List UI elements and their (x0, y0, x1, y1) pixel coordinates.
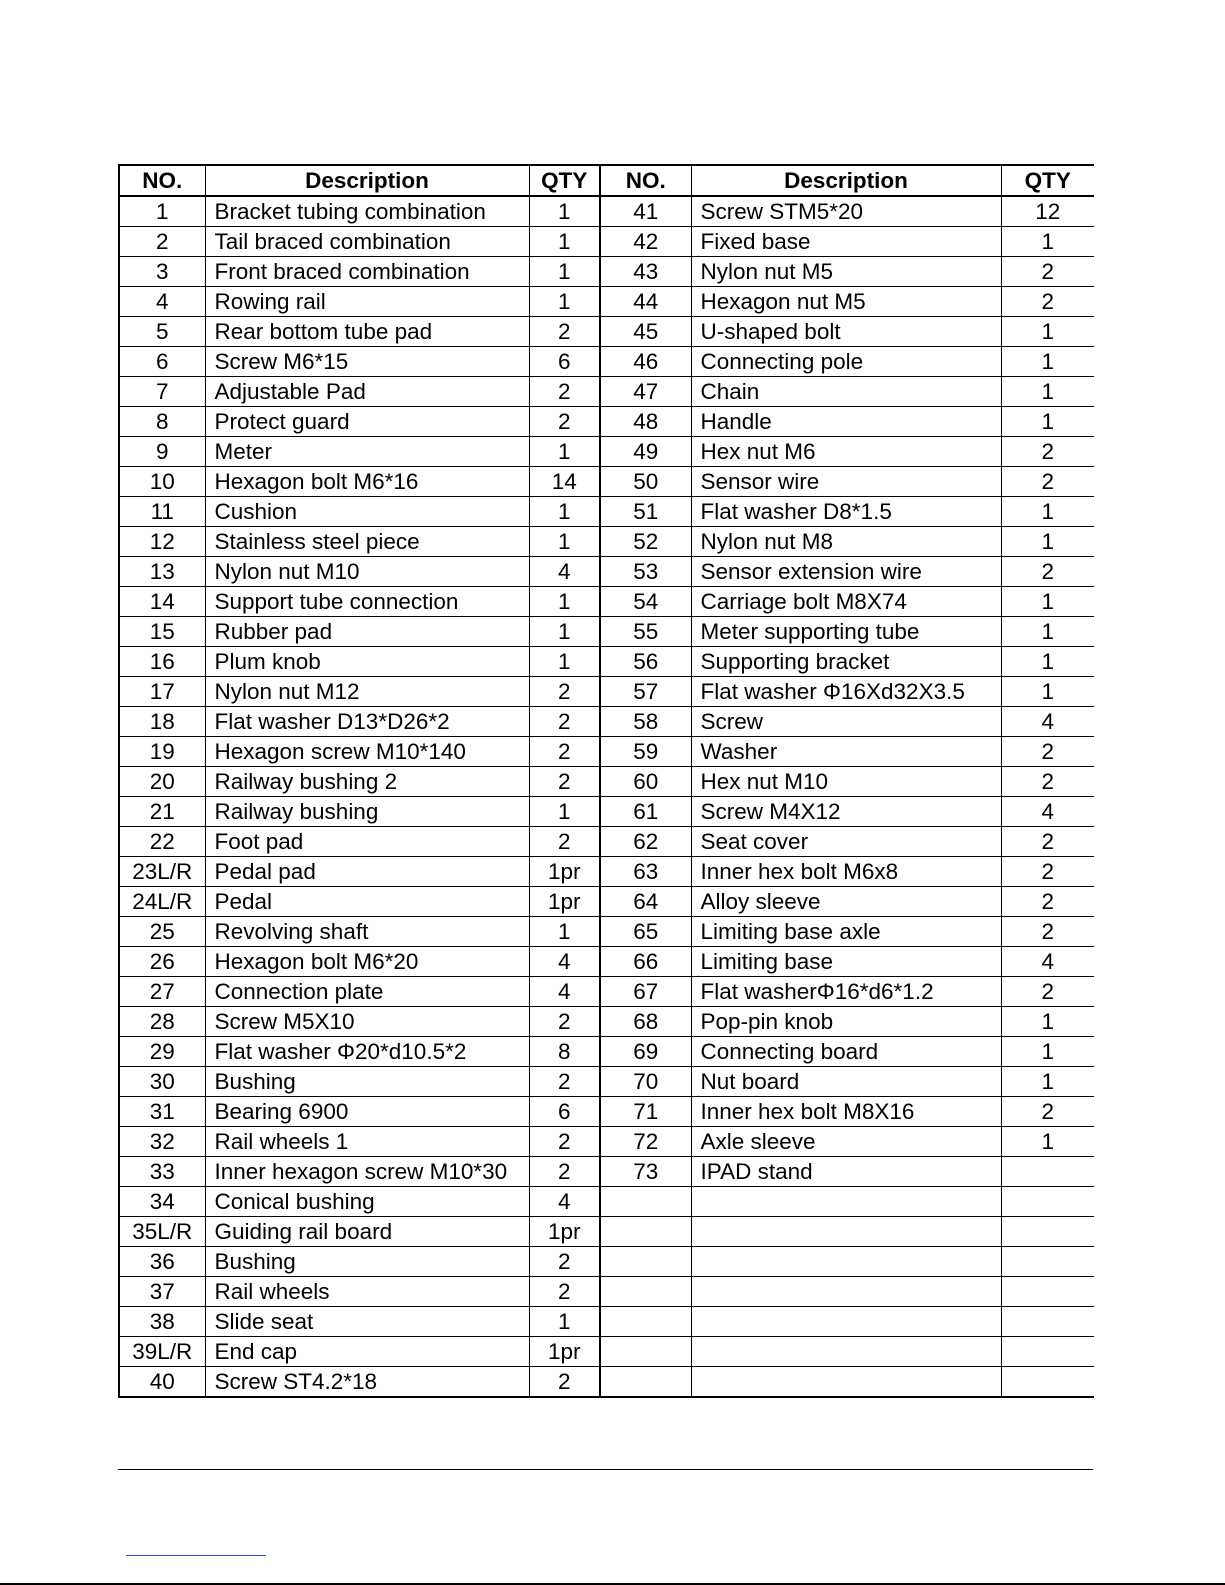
part-no: 42 (600, 227, 691, 257)
header-description-left: Description (205, 165, 529, 196)
part-description: Plum knob (205, 647, 529, 677)
part-no: 15 (119, 617, 205, 647)
part-no: 18 (119, 707, 205, 737)
part-qty: 1 (1001, 407, 1094, 437)
table-row (119, 1127, 1094, 1157)
table-row (119, 707, 1094, 737)
part-qty: 4 (1001, 947, 1094, 977)
part-description: Foot pad (205, 827, 529, 857)
part-no: 28 (119, 1007, 205, 1037)
part-qty: 2 (1001, 887, 1094, 917)
part-description: End cap (205, 1337, 529, 1367)
table-row (119, 1217, 1094, 1247)
table-row (119, 407, 1094, 437)
part-description: Stainless steel piece (205, 527, 529, 557)
part-no: 73 (600, 1157, 691, 1187)
part-description: Support tube connection (205, 587, 529, 617)
part-no: 47 (600, 377, 691, 407)
part-qty (1001, 1367, 1094, 1398)
part-description: Bracket tubing combination (205, 196, 529, 227)
part-description: Inner hex bolt M6x8 (691, 857, 1001, 887)
table-row (119, 857, 1094, 887)
table-row (119, 1307, 1094, 1337)
part-description: Axle sleeve (691, 1127, 1001, 1157)
part-no: 57 (600, 677, 691, 707)
part-no: 10 (119, 467, 205, 497)
part-qty: 1 (1001, 1127, 1094, 1157)
part-no: 45 (600, 317, 691, 347)
part-qty: 1 (529, 917, 600, 947)
table-row (119, 1247, 1094, 1277)
part-description: Flat washer Φ20*d10.5*2 (205, 1037, 529, 1067)
table-row (119, 587, 1094, 617)
part-description: Nylon nut M5 (691, 257, 1001, 287)
part-no: 68 (600, 1007, 691, 1037)
part-no (600, 1337, 691, 1367)
part-qty: 2 (1001, 467, 1094, 497)
part-qty: 1pr (529, 1337, 600, 1367)
part-description: Hexagon bolt M6*16 (205, 467, 529, 497)
table-row (119, 887, 1094, 917)
part-description: Hexagon nut M5 (691, 287, 1001, 317)
part-description: Handle (691, 407, 1001, 437)
part-qty: 2 (1001, 737, 1094, 767)
part-qty: 4 (1001, 797, 1094, 827)
part-description: Bushing (205, 1067, 529, 1097)
part-qty: 1 (1001, 497, 1094, 527)
part-qty: 6 (529, 347, 600, 377)
part-description: Limiting base axle (691, 917, 1001, 947)
part-qty: 2 (529, 377, 600, 407)
part-qty: 1 (1001, 677, 1094, 707)
part-description: Washer (691, 737, 1001, 767)
table-row (119, 677, 1094, 707)
part-qty: 1 (1001, 227, 1094, 257)
part-no: 6 (119, 347, 205, 377)
part-description: Nylon nut M12 (205, 677, 529, 707)
part-no: 11 (119, 497, 205, 527)
table-row (119, 1097, 1094, 1127)
part-qty: 2 (529, 407, 600, 437)
table-row (119, 557, 1094, 587)
part-no: 17 (119, 677, 205, 707)
part-description: Hexagon screw M10*140 (205, 737, 529, 767)
part-no: 35L/R (119, 1217, 205, 1247)
part-qty: 2 (529, 1157, 600, 1187)
part-no: 19 (119, 737, 205, 767)
part-description: Inner hex bolt M8X16 (691, 1097, 1001, 1127)
part-no: 54 (600, 587, 691, 617)
part-description: Screw M6*15 (205, 347, 529, 377)
part-no: 16 (119, 647, 205, 677)
part-no: 5 (119, 317, 205, 347)
part-description (691, 1277, 1001, 1307)
table-row (119, 317, 1094, 347)
part-no: 40 (119, 1367, 205, 1398)
part-no: 23L/R (119, 857, 205, 887)
part-description: U-shaped bolt (691, 317, 1001, 347)
table-row (119, 1007, 1094, 1037)
part-qty: 2 (529, 1367, 600, 1398)
part-no: 43 (600, 257, 691, 287)
part-qty: 2 (1001, 857, 1094, 887)
part-qty: 2 (1001, 1097, 1094, 1127)
part-no (600, 1187, 691, 1217)
part-qty: 1pr (529, 857, 600, 887)
part-no: 56 (600, 647, 691, 677)
part-description: Screw M4X12 (691, 797, 1001, 827)
table-row (119, 377, 1094, 407)
part-qty: 4 (1001, 707, 1094, 737)
part-qty: 1 (529, 227, 600, 257)
part-qty: 2 (529, 737, 600, 767)
part-no: 26 (119, 947, 205, 977)
part-description: Slide seat (205, 1307, 529, 1337)
part-qty: 2 (1001, 827, 1094, 857)
part-qty (1001, 1337, 1094, 1367)
part-description (691, 1247, 1001, 1277)
part-qty: 2 (1001, 437, 1094, 467)
part-description: Connecting pole (691, 347, 1001, 377)
part-no: 41 (600, 196, 691, 227)
part-no (600, 1367, 691, 1398)
part-description (691, 1217, 1001, 1247)
table-row (119, 647, 1094, 677)
part-no: 69 (600, 1037, 691, 1067)
part-qty: 2 (529, 1277, 600, 1307)
part-qty: 2 (529, 317, 600, 347)
part-description: Screw ST4.2*18 (205, 1367, 529, 1398)
part-description: Rubber pad (205, 617, 529, 647)
part-no: 25 (119, 917, 205, 947)
part-qty: 1 (1001, 377, 1094, 407)
part-qty: 1 (529, 257, 600, 287)
part-no: 2 (119, 227, 205, 257)
part-qty: 2 (1001, 287, 1094, 317)
part-no: 52 (600, 527, 691, 557)
part-no (600, 1217, 691, 1247)
part-no: 34 (119, 1187, 205, 1217)
part-qty (1001, 1247, 1094, 1277)
header-no-left: NO. (119, 165, 205, 196)
part-description: Nut board (691, 1067, 1001, 1097)
part-no: 14 (119, 587, 205, 617)
part-no: 59 (600, 737, 691, 767)
part-qty: 2 (529, 1007, 600, 1037)
table-row (119, 737, 1094, 767)
part-qty: 1 (1001, 1007, 1094, 1037)
table-row (119, 257, 1094, 287)
part-description: Railway bushing (205, 797, 529, 827)
part-no: 61 (600, 797, 691, 827)
part-qty: 4 (529, 1187, 600, 1217)
part-description: Hex nut M6 (691, 437, 1001, 467)
part-qty: 1 (1001, 317, 1094, 347)
table-row (119, 947, 1094, 977)
part-no: 8 (119, 407, 205, 437)
part-no: 44 (600, 287, 691, 317)
table-row (119, 497, 1094, 527)
part-no: 67 (600, 977, 691, 1007)
part-no: 21 (119, 797, 205, 827)
part-no: 27 (119, 977, 205, 1007)
part-description: Screw STM5*20 (691, 196, 1001, 227)
part-qty: 2 (529, 707, 600, 737)
part-no: 31 (119, 1097, 205, 1127)
table-row (119, 467, 1094, 497)
part-description: Front braced combination (205, 257, 529, 287)
part-description: Rail wheels (205, 1277, 529, 1307)
part-description: Adjustable Pad (205, 377, 529, 407)
part-no: 64 (600, 887, 691, 917)
part-qty: 2 (529, 1067, 600, 1097)
footer-link-underline (126, 1555, 266, 1556)
part-qty (1001, 1187, 1094, 1217)
part-description: Supporting bracket (691, 647, 1001, 677)
part-no: 39L/R (119, 1337, 205, 1367)
part-description: Connecting board (691, 1037, 1001, 1067)
part-qty (1001, 1157, 1094, 1187)
table-row (119, 617, 1094, 647)
part-description: Conical bushing (205, 1187, 529, 1217)
part-qty (1001, 1217, 1094, 1247)
part-no: 20 (119, 767, 205, 797)
part-no: 55 (600, 617, 691, 647)
part-no: 48 (600, 407, 691, 437)
part-description: Cushion (205, 497, 529, 527)
part-no: 58 (600, 707, 691, 737)
part-description: Flat washer D8*1.5 (691, 497, 1001, 527)
part-description: Guiding rail board (205, 1217, 529, 1247)
part-no: 33 (119, 1157, 205, 1187)
part-no: 24L/R (119, 887, 205, 917)
part-no: 32 (119, 1127, 205, 1157)
part-qty: 2 (529, 767, 600, 797)
table-row (119, 437, 1094, 467)
part-description: Connection plate (205, 977, 529, 1007)
part-no: 22 (119, 827, 205, 857)
part-description: Flat washer Φ16Xd32X3.5 (691, 677, 1001, 707)
part-description: Bushing (205, 1247, 529, 1277)
part-qty: 2 (1001, 257, 1094, 287)
part-qty: 1 (529, 1307, 600, 1337)
part-description (691, 1307, 1001, 1337)
part-no: 4 (119, 287, 205, 317)
table-row (119, 1187, 1094, 1217)
part-no: 3 (119, 257, 205, 287)
part-qty: 1 (1001, 1067, 1094, 1097)
part-no: 7 (119, 377, 205, 407)
part-no: 60 (600, 767, 691, 797)
part-no: 49 (600, 437, 691, 467)
part-description: Alloy sleeve (691, 887, 1001, 917)
part-no: 63 (600, 857, 691, 887)
part-qty: 2 (529, 1247, 600, 1277)
table-row (119, 287, 1094, 317)
part-no: 30 (119, 1067, 205, 1097)
part-no: 71 (600, 1097, 691, 1127)
part-qty: 1 (1001, 1037, 1094, 1067)
part-no: 70 (600, 1067, 691, 1097)
table-row (119, 227, 1094, 257)
part-description: Pedal (205, 887, 529, 917)
part-qty: 1 (1001, 527, 1094, 557)
part-qty: 1 (529, 437, 600, 467)
part-description (691, 1187, 1001, 1217)
part-qty: 1 (529, 587, 600, 617)
table-header-row (119, 165, 1094, 196)
table-row (119, 1277, 1094, 1307)
part-no: 65 (600, 917, 691, 947)
part-qty: 1pr (529, 1217, 600, 1247)
footer-divider (118, 1469, 1093, 1470)
header-no-right: NO. (600, 165, 691, 196)
part-no: 50 (600, 467, 691, 497)
part-qty (1001, 1277, 1094, 1307)
part-qty: 1 (1001, 647, 1094, 677)
part-description: Inner hexagon screw M10*30 (205, 1157, 529, 1187)
table-row (119, 827, 1094, 857)
part-qty: 14 (529, 467, 600, 497)
part-no: 29 (119, 1037, 205, 1067)
part-no: 38 (119, 1307, 205, 1337)
part-no: 66 (600, 947, 691, 977)
part-qty: 1 (529, 617, 600, 647)
part-description: Rail wheels 1 (205, 1127, 529, 1157)
table-row (119, 977, 1094, 1007)
part-no: 36 (119, 1247, 205, 1277)
part-description: Hex nut M10 (691, 767, 1001, 797)
header-qty-right: QTY (1001, 165, 1094, 196)
part-description: Tail braced combination (205, 227, 529, 257)
part-no: 9 (119, 437, 205, 467)
table-row (119, 767, 1094, 797)
part-description: Bearing 6900 (205, 1097, 529, 1127)
table-row (119, 347, 1094, 377)
parts-list-table (118, 164, 1094, 1398)
part-description: Carriage bolt M8X74 (691, 587, 1001, 617)
part-qty: 2 (529, 1127, 600, 1157)
table-row (119, 1067, 1094, 1097)
part-no (600, 1247, 691, 1277)
table-row (119, 527, 1094, 557)
part-description: Fixed base (691, 227, 1001, 257)
part-description: Pedal pad (205, 857, 529, 887)
part-no: 53 (600, 557, 691, 587)
part-description: Meter supporting tube (691, 617, 1001, 647)
table-row (119, 1337, 1094, 1367)
part-qty: 1 (529, 797, 600, 827)
part-no (600, 1277, 691, 1307)
part-qty: 4 (529, 977, 600, 1007)
part-no: 13 (119, 557, 205, 587)
part-description: Flat washer D13*D26*2 (205, 707, 529, 737)
part-qty: 2 (1001, 557, 1094, 587)
header-qty-left: QTY (529, 165, 600, 196)
part-qty: 2 (1001, 917, 1094, 947)
header-description-right: Description (691, 165, 1001, 196)
part-qty: 12 (1001, 196, 1094, 227)
part-qty: 1 (1001, 617, 1094, 647)
part-description: Railway bushing 2 (205, 767, 529, 797)
part-no: 51 (600, 497, 691, 527)
part-qty: 1 (529, 196, 600, 227)
part-description: Sensor wire (691, 467, 1001, 497)
part-qty: 1 (1001, 347, 1094, 377)
part-description: Nylon nut M8 (691, 527, 1001, 557)
table-row (119, 1367, 1094, 1398)
part-description: Meter (205, 437, 529, 467)
table-row (119, 797, 1094, 827)
part-qty: 1pr (529, 887, 600, 917)
part-qty: 1 (529, 527, 600, 557)
part-qty: 8 (529, 1037, 600, 1067)
part-qty: 1 (1001, 587, 1094, 617)
part-description: Sensor extension wire (691, 557, 1001, 587)
part-no: 46 (600, 347, 691, 377)
part-description: Nylon nut M10 (205, 557, 529, 587)
part-description (691, 1367, 1001, 1398)
part-qty: 2 (529, 677, 600, 707)
part-no: 12 (119, 527, 205, 557)
part-description (691, 1337, 1001, 1367)
table-row (119, 196, 1094, 227)
table-row (119, 1157, 1094, 1187)
part-no: 62 (600, 827, 691, 857)
part-qty: 6 (529, 1097, 600, 1127)
part-qty: 1 (529, 647, 600, 677)
part-description: Protect guard (205, 407, 529, 437)
part-description: Rowing rail (205, 287, 529, 317)
part-qty: 4 (529, 557, 600, 587)
part-no: 37 (119, 1277, 205, 1307)
table-row (119, 1037, 1094, 1067)
part-description: Limiting base (691, 947, 1001, 977)
part-qty (1001, 1307, 1094, 1337)
part-qty: 1 (529, 287, 600, 317)
part-qty: 2 (1001, 767, 1094, 797)
part-qty: 2 (529, 827, 600, 857)
part-no (600, 1307, 691, 1337)
part-description: Flat washerΦ16*d6*1.2 (691, 977, 1001, 1007)
part-qty: 1 (529, 497, 600, 527)
part-description: Revolving shaft (205, 917, 529, 947)
part-description: Screw M5X10 (205, 1007, 529, 1037)
part-description: Chain (691, 377, 1001, 407)
part-no: 1 (119, 196, 205, 227)
part-description: Pop-pin knob (691, 1007, 1001, 1037)
part-description: IPAD stand (691, 1157, 1001, 1187)
part-no: 72 (600, 1127, 691, 1157)
part-description: Seat cover (691, 827, 1001, 857)
table-row (119, 917, 1094, 947)
part-description: Rear bottom tube pad (205, 317, 529, 347)
part-description: Hexagon bolt M6*20 (205, 947, 529, 977)
part-qty: 4 (529, 947, 600, 977)
part-qty: 2 (1001, 977, 1094, 1007)
part-description: Screw (691, 707, 1001, 737)
